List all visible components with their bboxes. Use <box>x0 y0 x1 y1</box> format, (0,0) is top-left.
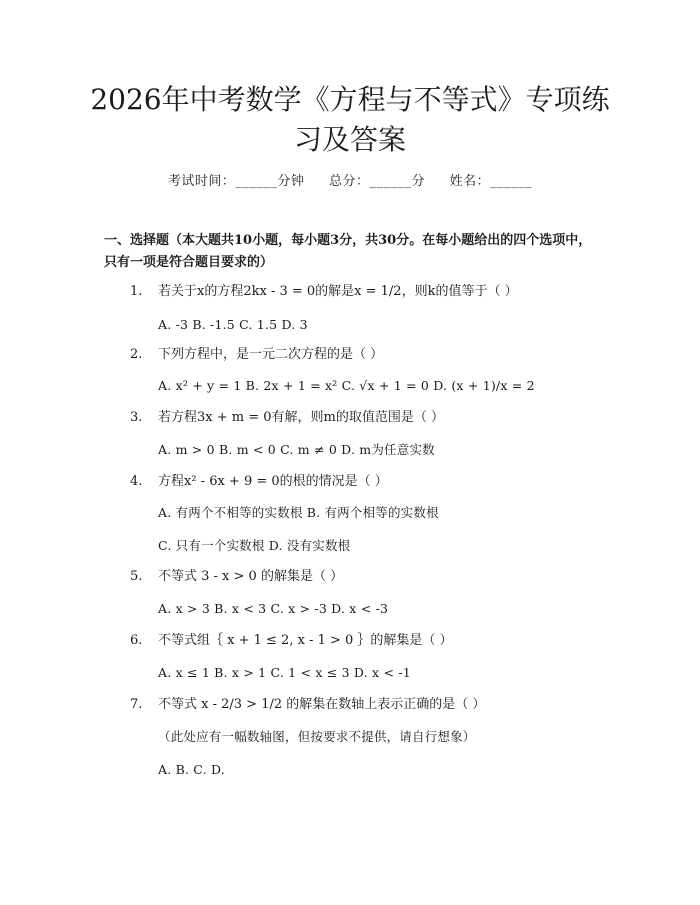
question-options: A. m > 0 B. m < 0 C. m ≠ 0 D. m为任意实数 <box>158 442 435 457</box>
question-number: 7. <box>130 697 143 712</box>
question-item <box>130 696 485 714</box>
question-item <box>130 473 388 491</box>
question-options: A. x² + y = 1 B. 2x + 1 = x² C. √x + 1 = 0 D. (x + 1)/x = 2 <box>158 378 535 393</box>
question-item <box>130 346 383 364</box>
question-number: 3. <box>130 410 143 425</box>
question-number: 2. <box>130 347 143 362</box>
question-number: 1. <box>130 284 143 299</box>
question-options: A. B. C. D. <box>158 762 225 777</box>
question-options: A. x ≤ 1 B. x > 1 C. 1 < x ≤ 3 D. x < -1 <box>158 665 411 680</box>
section-heading: 一、选择题（本大题共10小题，每小题3分，共30分。在每小题给出的四个选项中，只有一项是符合题目要求的） <box>104 233 592 270</box>
exam-meta <box>0 170 700 189</box>
question-options: A. x > 3 B. x < 3 C. x > -3 D. x < -3 <box>158 601 389 616</box>
question-item <box>130 409 444 427</box>
question-text: 不等式 3 - x > 0 的解集是（ ） <box>158 569 344 584</box>
figure-placeholder-note: （此处应有一幅数轴图，但按要求不提供，请自行想象） <box>158 729 476 744</box>
total-score-field: 总分：______分 <box>328 174 425 189</box>
question-text: 若方程3x + m = 0有解，则m的取值范围是（ ） <box>158 410 444 425</box>
question-item <box>130 632 453 650</box>
question-options: A. 有两个不相等的实数根 B. 有两个相等的实数根 <box>158 505 439 520</box>
question-text: 不等式组｛ x + 1 ≤ 2, x - 1 > 0 ｝的解集是（ ） <box>158 633 453 648</box>
question-text: 方程x² - 6x + 9 = 0的根的情况是（ ） <box>158 474 388 489</box>
question-text: 若关于x的方程2kx - 3 = 0的解是x = 1/2，则k的值等于（ ） <box>158 284 518 299</box>
question-number: 4. <box>130 474 143 489</box>
question-number: 5. <box>130 569 143 584</box>
question-text: 不等式 x - 2/3 > 1/2 的解集在数轴上表示正确的是（ ） <box>158 697 486 712</box>
question-item <box>130 283 518 301</box>
question-number: 6. <box>130 633 143 648</box>
question-item <box>130 568 343 586</box>
page-title: 2026年中考数学《方程与不等式》专项练习及答案 <box>90 83 610 156</box>
exam-time-field: 考试时间：______分钟 <box>167 174 305 189</box>
question-text: 下列方程中，是一元二次方程的是（ ） <box>158 347 384 362</box>
question-options: A. -3 B. -1.5 C. 1.5 D. 3 <box>158 317 308 332</box>
student-name-field: 姓名：______ <box>449 174 533 189</box>
question-options: C. 只有一个实数根 D. 没有实数根 <box>158 538 351 553</box>
